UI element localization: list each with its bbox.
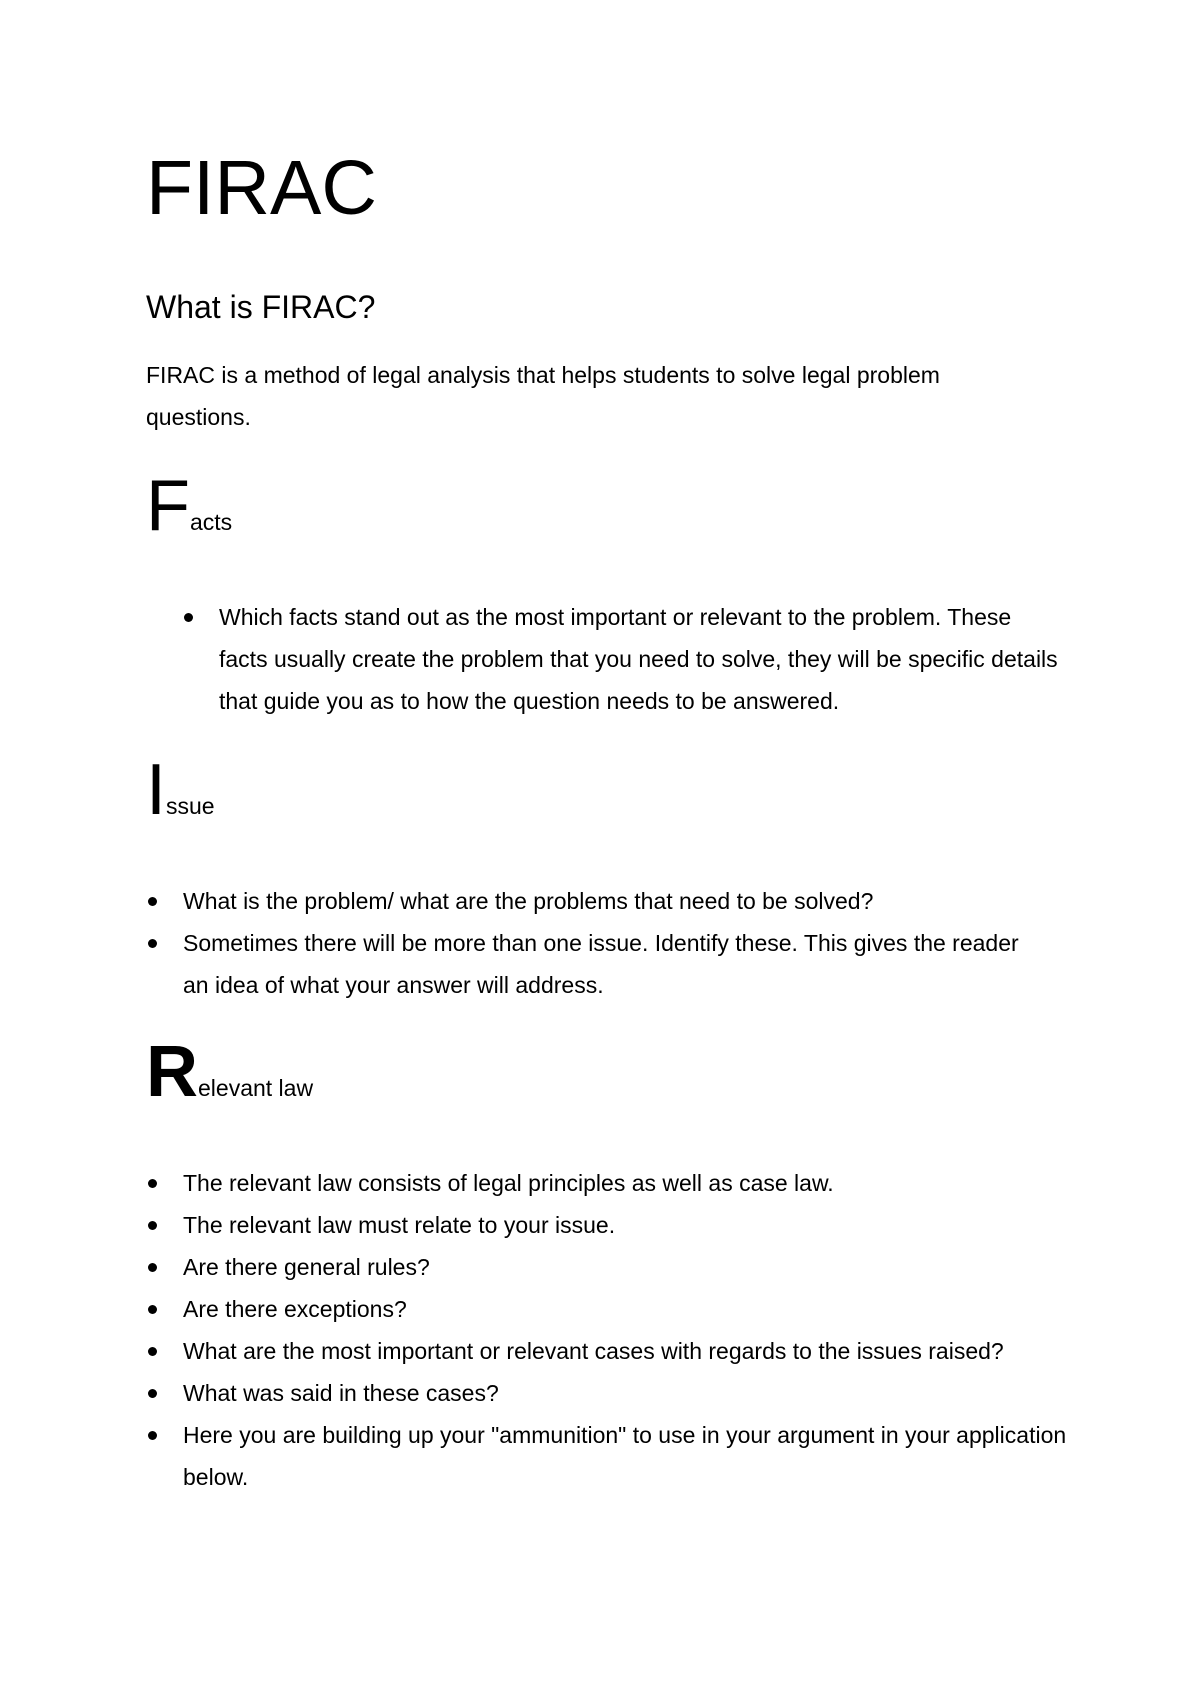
bullet-icon <box>148 1263 157 1272</box>
list-item-text: What are the most important or relevant cases with regards to the issues raised? <box>183 1338 1004 1364</box>
bullet-icon <box>148 1389 157 1398</box>
bullet-icon <box>148 897 157 906</box>
list-item <box>146 1288 1076 1330</box>
bullet-icon <box>148 1431 157 1440</box>
facts-list <box>182 596 1062 722</box>
list-item-text: The relevant law must relate to your issue. <box>183 1212 616 1238</box>
issue-heading <box>146 750 215 830</box>
list-item <box>146 1414 1076 1498</box>
bullet-icon <box>184 613 193 622</box>
relevant-law-initial: R <box>146 1032 198 1112</box>
list-item <box>182 596 1062 722</box>
document-subtitle: What is FIRAC? <box>146 289 376 325</box>
facts-initial: F <box>146 466 190 546</box>
list-item <box>146 922 1046 1006</box>
issue-initial: I <box>146 750 167 830</box>
relevant-law-heading <box>146 1032 314 1112</box>
intro-paragraph: FIRAC is a method of legal analysis that helps students to solve legal problem questions. <box>146 362 940 430</box>
bullet-icon <box>148 1347 157 1356</box>
list-item-text: Are there general rules? <box>183 1254 430 1280</box>
list-item <box>146 880 1046 922</box>
bullet-icon <box>148 939 157 948</box>
relevant-law-heading-rest: elevant law <box>198 1075 314 1101</box>
bullet-icon <box>148 1305 157 1314</box>
list-item-text: Are there exceptions? <box>183 1296 407 1322</box>
facts-heading-rest: acts <box>189 509 233 535</box>
relevant-law-list <box>146 1162 1076 1498</box>
list-item-text: Here you are building up your "ammunition" to use in your argument in your application below. <box>183 1422 1067 1490</box>
list-item <box>146 1162 1076 1204</box>
list-item <box>146 1204 1076 1246</box>
list-item <box>146 1246 1076 1288</box>
issue-heading-rest: ssue <box>166 793 215 819</box>
bullet-icon <box>148 1221 157 1230</box>
list-item-text: Which facts stand out as the most important or relevant to the problem. These facts usually create the problem that you need to solve, they will be specific details that guide you as to how the question needs to be answered. <box>219 604 1058 714</box>
bullet-icon <box>148 1179 157 1188</box>
list-item-text: What was said in these cases? <box>183 1380 499 1406</box>
list-item-text: Sometimes there will be more than one issue. Identify these. This gives the reader an idea of what your answer will address. <box>183 930 1019 998</box>
list-item <box>146 1372 1076 1414</box>
facts-heading <box>146 466 233 546</box>
document-title: FIRAC <box>146 145 377 231</box>
list-item-text: The relevant law consists of legal principles as well as case law. <box>183 1170 834 1196</box>
issue-list <box>146 880 1046 1006</box>
list-item <box>146 1330 1076 1372</box>
list-item-text: What is the problem/ what are the problems that need to be solved? <box>183 888 874 914</box>
